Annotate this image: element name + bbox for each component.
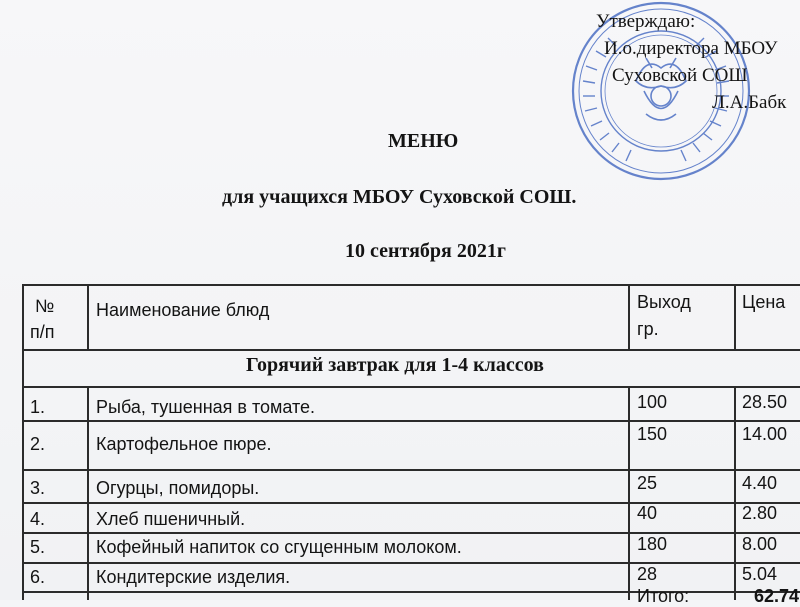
- table-border: [22, 469, 800, 471]
- table-border: [628, 386, 630, 600]
- row-output: 25: [637, 473, 658, 493]
- header-output-unit: гр.: [637, 319, 659, 339]
- total-value: 62.74: [754, 586, 800, 606]
- table-border: [22, 420, 800, 422]
- row-num: 3.: [30, 478, 46, 498]
- document-subtitle: для учащихся МБОУ Суховской СОШ.: [222, 186, 577, 208]
- row-name: Картофельное пюре.: [96, 434, 272, 454]
- document-title: МЕНЮ: [388, 130, 459, 152]
- row-price: 2.80: [742, 503, 778, 523]
- table-border: [22, 532, 800, 534]
- row-price: 14.00: [742, 424, 788, 444]
- approval-heading: Утверждаю:: [596, 11, 696, 32]
- header-name: Наименование блюд: [96, 300, 270, 320]
- header-price: Цена: [742, 292, 786, 312]
- row-num: 6.: [30, 567, 46, 587]
- row-num: 5.: [30, 537, 46, 557]
- header-num-sub: п/п: [30, 322, 55, 342]
- table-border: [22, 284, 800, 286]
- row-output: 28: [637, 564, 658, 584]
- table-border: [734, 386, 736, 600]
- section-heading: Горячий завтрак для 1-4 классов: [246, 354, 544, 376]
- table-border: [22, 349, 800, 351]
- row-num: 4.: [30, 509, 46, 529]
- table-border: [628, 284, 630, 350]
- table-border: [22, 502, 800, 504]
- table-border: [22, 386, 800, 388]
- row-price: 28.50: [742, 392, 788, 412]
- table-border: [22, 284, 24, 600]
- approval-school: Суховской СОШ: [612, 65, 748, 86]
- row-output: 180: [637, 534, 668, 554]
- row-price: 8.00: [742, 534, 778, 554]
- table-border: [22, 562, 800, 564]
- table-border: [734, 284, 736, 350]
- table-border: [87, 386, 89, 600]
- total-label: Итого:: [637, 586, 690, 606]
- row-output: 100: [637, 392, 668, 412]
- row-price bold: 5.04: [742, 564, 778, 584]
- row-name: Кофейный напиток со сгущенным молоком.: [96, 537, 462, 557]
- row-output: 40: [637, 503, 658, 523]
- row-price: 4.40: [742, 473, 778, 493]
- header-output: Выход: [637, 292, 691, 312]
- row-name: Рыба, тушенная в томате.: [96, 397, 316, 417]
- row-output: 150: [637, 424, 668, 444]
- row-name: Огурцы, помидоры.: [96, 478, 260, 498]
- row-num: 1.: [30, 397, 46, 417]
- approval-signatory: Л.А.Бабк: [712, 92, 787, 113]
- table-border: [87, 284, 89, 350]
- header-num: №: [35, 296, 55, 316]
- row-name: Кондитерские изделия.: [96, 567, 291, 587]
- row-name: Хлеб пшеничный.: [96, 509, 246, 529]
- row-num: 2.: [30, 434, 46, 454]
- approval-position: И.о.директора МБОУ: [604, 38, 778, 59]
- document-date: 10 сентября 2021г: [345, 240, 506, 262]
- approval-block: [592, 8, 787, 116]
